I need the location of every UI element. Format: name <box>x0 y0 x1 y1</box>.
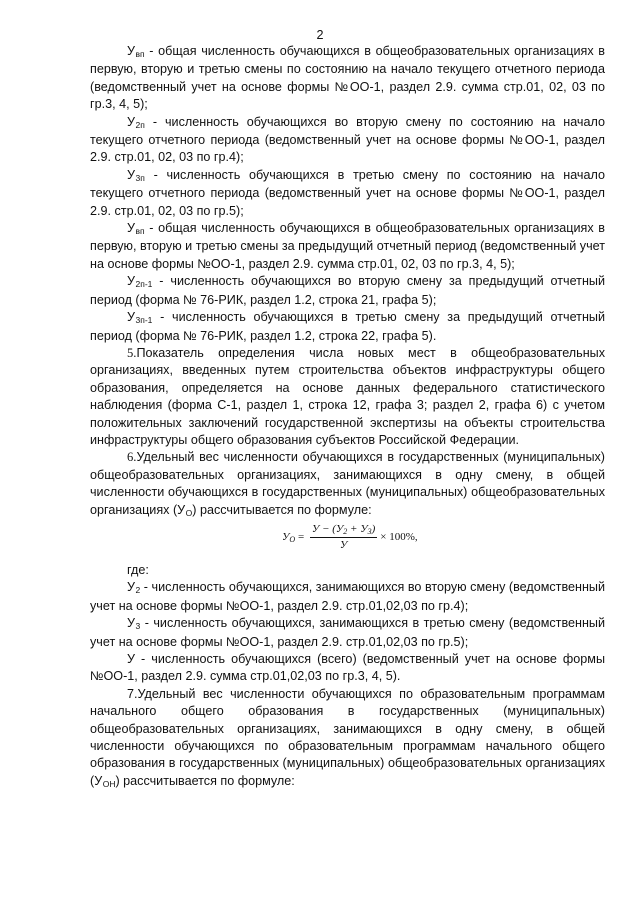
definition-text: - численность обучающихся (всего) (ведомственный учет на основе формы №ОО-1, раздел 2.9. сумма стр.01,02,03 по гр.3, 4, 5). <box>90 652 605 684</box>
definition-text: - численность обучающихся во вторую смену за предыдущий отчетный период (форма № 76-РИК, раздел 1.2, строка 21, графа 5); <box>90 274 605 307</box>
definition-text: - численность обучающихся, занимающихся в третью смену (ведомственный учет на основе формы №ОО-1, раздел 2.9. стр.01,02,03 по гр.5); <box>90 616 605 649</box>
definition-uvp <box>90 43 605 114</box>
symbol: У <box>127 167 136 182</box>
paragraph-7 <box>90 686 605 791</box>
formula <box>282 523 418 552</box>
numerator-part: У − (У <box>311 522 344 535</box>
formula-denominator: У <box>339 538 348 551</box>
definition-u3p <box>90 167 605 220</box>
definition-u3n1 <box>90 309 605 345</box>
paragraph-5 <box>90 345 605 449</box>
page-number: 2 <box>316 28 324 42</box>
numerator-part: ) <box>371 522 376 535</box>
formula-lhs: У <box>282 530 290 543</box>
symbol-subscript: вп <box>135 226 145 237</box>
definition-text: - численность обучающихся в третью смену за предыдущий отчетный период (форма № 76-РИК, раздел 1.2, строка 22, графа 5). <box>90 310 605 343</box>
numerator-subscript: 2 <box>343 526 348 536</box>
definition-u3 <box>90 615 605 651</box>
formula-block <box>90 520 605 562</box>
formula-numerator <box>310 523 377 538</box>
definition-u2p <box>90 114 605 167</box>
symbol: У <box>127 652 136 666</box>
formula-equals: = <box>295 530 307 543</box>
symbol: У <box>127 114 136 129</box>
symbol-subscript: 2п <box>135 119 145 130</box>
paragraph-number: 5. <box>127 345 137 360</box>
numerator-subscript: 3 <box>367 526 372 536</box>
paragraph-tail: ) рассчитывается по формуле: <box>115 773 295 788</box>
definition-u2n1 <box>90 273 605 309</box>
formula-tail: × 100%, <box>380 530 418 543</box>
symbol-subscript: вп <box>135 49 145 59</box>
document-body <box>90 43 605 791</box>
symbol: У <box>127 616 136 631</box>
definition-text: - общая численность обучающихся в общеобразовательных организациях в первую, вторую и третью смены по состоянию на начало текущего отчетного периода (ведомственный учет на основе формы №ОО-1, раздел 2.9. сумма стр.01, 02, 03 по гр.3, 4, 5); <box>90 44 605 112</box>
definition-text: - общая численность обучающихся в общеобразовательных организациях в первую, вторую и третью смены за предыдущий отчетный период (ведомственный учет на основе формы №ОО-1, раздел 2.9. сумма стр.01, 02, 03 по гр.3, 4, 5); <box>90 221 605 271</box>
formula-fraction <box>310 523 377 552</box>
paragraph-number: 7. <box>127 686 138 701</box>
symbol: У <box>127 44 136 58</box>
symbol-subscript: 2 <box>135 585 141 596</box>
paragraph-6 <box>90 449 605 520</box>
paragraph-tail: ) рассчитывается по формуле: <box>192 502 372 517</box>
symbol: У <box>127 310 136 325</box>
symbol-subscript: 3п <box>135 172 145 183</box>
symbol-subscript: 2п-1 <box>135 279 153 290</box>
definition-text: - численность обучающихся, занимающихся во вторую смену (ведомственный учет на основе формы №ОО-1, раздел 2.9. стр.01,02,03 по гр.4); <box>90 580 605 613</box>
paragraph-text: Удельный вес численности обучающихся в государственных (муниципальных) общеобразовательных организациях, занимающихся в одну смену, в общей численности обучающихся в государственных (муниципальных) общеобразовательных организациях (У <box>90 450 605 517</box>
symbol-subscript: 3п-1 <box>135 315 153 326</box>
definition-text: - численность обучающихся в третью смену по состоянию на начало текущего отчетного периода (ведомственный учет на основе формы №ОО-1, раздел 2.9. стр.01, 02, 03 по гр.5); <box>90 167 605 218</box>
definition-u <box>90 651 605 686</box>
definition-u2 <box>90 579 605 615</box>
symbol: У <box>127 580 136 595</box>
formula-lhs-subscript: О <box>289 534 296 544</box>
where-label: где: <box>127 562 149 577</box>
symbol: У <box>127 274 136 289</box>
paragraph-text: Показатель определения числа новых мест в общеобразовательных организациях, введенных путем строительства объектов инфраструктуры общего образования, определяется на основе данных федерального статистического наблюдения (форма С-1, раздел 1, строка 12, графа 3; раздел 2, графа 6) с учетом положительных заключений государственной экспертизы на объекты строительства инфраструктуры общего образования субъектов Российской Федерации. <box>90 345 605 447</box>
symbol-subscript: ОН <box>102 778 116 789</box>
definition-uvp-previous <box>90 220 605 273</box>
symbol-subscript: О <box>185 507 193 518</box>
paragraph-text: Удельный вес численности обучающихся по образовательным программам начального общего образования в государственных (муниципальных) общеобразовательных организациях, занимающихся в одну смену, в общей численности обучающихся по образовательным программам начального общего образования в государственных (муниципальных) общеобразовательных организациях (У <box>90 686 605 788</box>
definition-text: - численность обучающихся во вторую смену по состоянию на начало текущего отчетного периода (ведомственный учет на основе формы №ОО-1, раздел 2.9. стр.01, 02, 03 по гр.4); <box>90 114 605 165</box>
paragraph-number: 6. <box>127 450 137 465</box>
numerator-part: + У <box>347 522 368 535</box>
symbol-subscript: 3 <box>135 621 141 632</box>
symbol: У <box>127 221 136 236</box>
